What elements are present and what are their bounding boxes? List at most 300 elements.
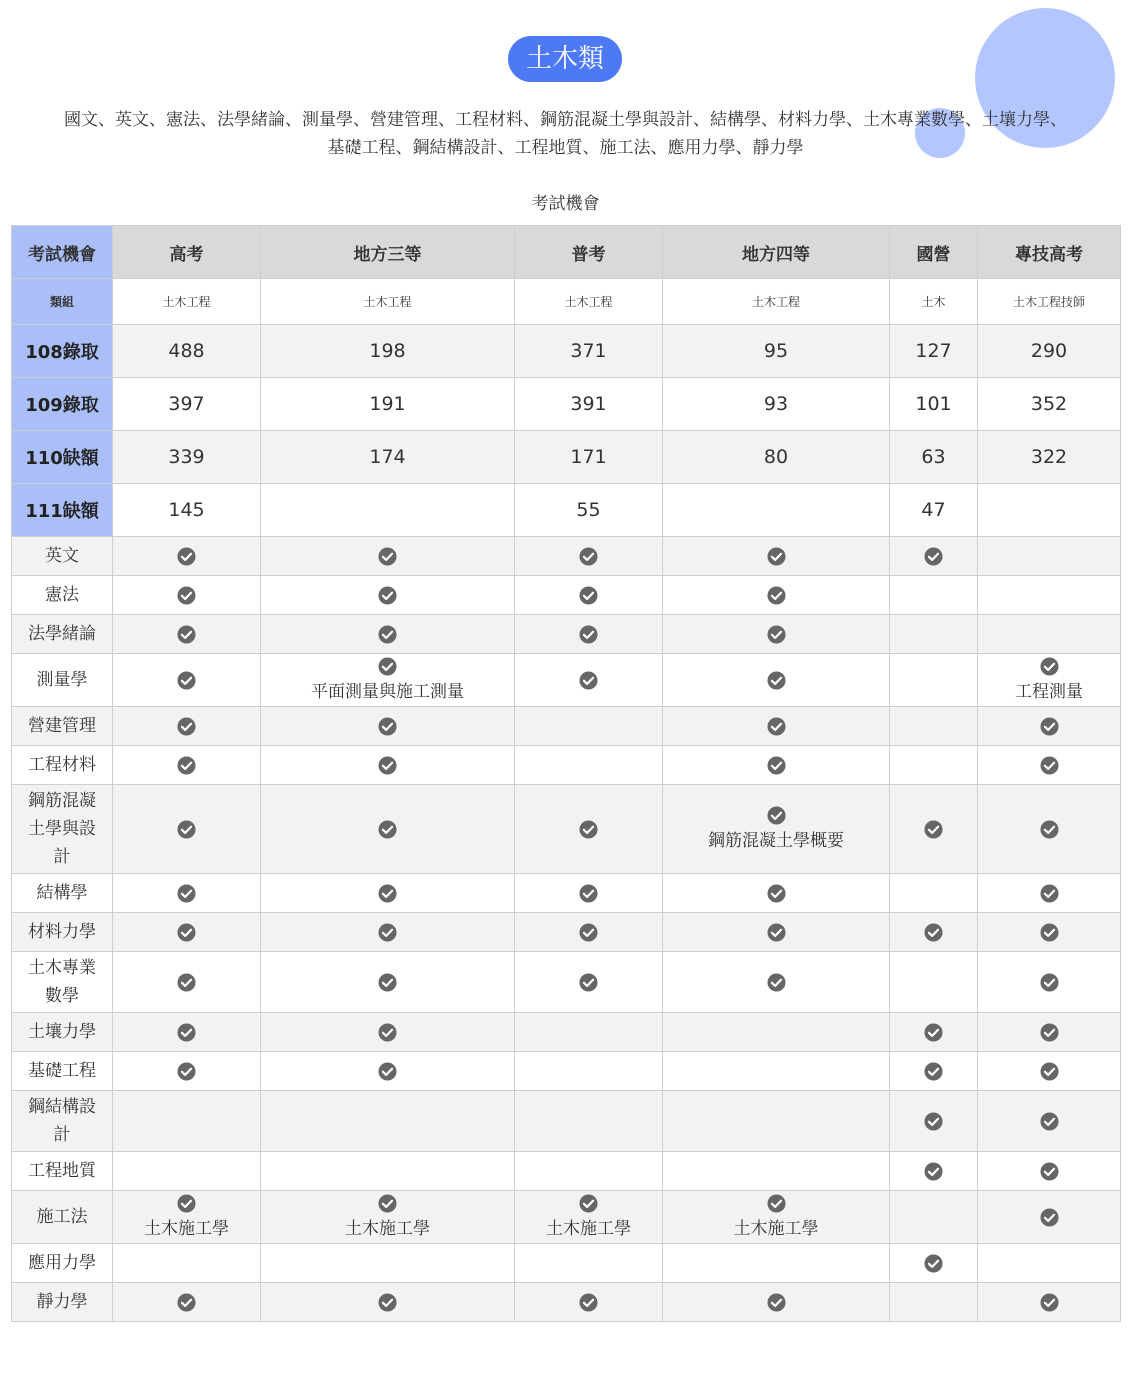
check-circle-icon	[924, 1162, 943, 1181]
check-mark	[890, 817, 977, 841]
check-mark	[978, 1059, 1120, 1083]
subject-cell	[663, 874, 890, 913]
subject-cell	[113, 1283, 261, 1322]
subject-cell	[978, 615, 1121, 654]
subject-row-label: 基礎工程	[12, 1052, 113, 1091]
subject-cell	[261, 576, 515, 615]
check-mark	[663, 803, 889, 827]
check-mark	[113, 714, 260, 738]
check-mark	[978, 714, 1120, 738]
check-circle-icon	[767, 547, 786, 566]
check-circle-icon	[924, 1023, 943, 1042]
subject-cell	[113, 913, 261, 952]
check-circle-icon	[1040, 1062, 1059, 1081]
check-circle-icon	[378, 923, 397, 942]
subject-cell	[113, 1244, 261, 1283]
subject-cell	[978, 952, 1121, 1013]
check-circle-icon	[177, 923, 196, 942]
subject-cell	[890, 1052, 978, 1091]
check-mark	[890, 1109, 977, 1133]
stat-cell: 80	[663, 431, 890, 484]
subject-cell	[515, 1191, 663, 1244]
check-mark	[515, 1191, 662, 1215]
subject-row-label: 憲法	[12, 576, 113, 615]
subject-cell	[663, 654, 890, 707]
stat-cell: 290	[978, 325, 1121, 378]
check-circle-icon	[1040, 923, 1059, 942]
check-circle-icon	[579, 586, 598, 605]
subject-cell	[113, 1052, 261, 1091]
check-mark	[261, 583, 514, 607]
subject-cell	[663, 1052, 890, 1091]
check-mark	[261, 544, 514, 568]
check-mark	[261, 1290, 514, 1314]
check-mark	[113, 1059, 260, 1083]
subject-cell	[515, 913, 663, 952]
subject-cell	[663, 952, 890, 1013]
subject-row	[12, 913, 1121, 952]
subject-cell	[978, 1091, 1121, 1152]
column-header: 國營	[890, 226, 978, 279]
check-mark	[261, 1191, 514, 1215]
subject-cell	[663, 615, 890, 654]
check-mark	[261, 920, 514, 944]
subject-row	[12, 1152, 1121, 1191]
check-mark	[978, 1109, 1120, 1133]
check-circle-icon	[378, 586, 397, 605]
check-mark	[113, 881, 260, 905]
check-mark	[890, 1020, 977, 1044]
check-mark	[663, 881, 889, 905]
subject-cell	[978, 1244, 1121, 1283]
subject-cell	[515, 576, 663, 615]
subject-cell	[515, 1052, 663, 1091]
check-circle-icon	[378, 717, 397, 736]
subject-cell	[663, 746, 890, 785]
check-mark	[113, 544, 260, 568]
check-circle-icon	[579, 1194, 598, 1213]
corner-header: 考試機會	[12, 226, 113, 279]
group-cell: 土木工程	[113, 279, 261, 325]
check-circle-icon	[177, 671, 196, 690]
subject-cell	[515, 874, 663, 913]
subject-note: 平面測量與施工測量	[311, 682, 464, 702]
check-circle-icon	[767, 671, 786, 690]
subject-row-label: 營建管理	[12, 707, 113, 746]
group-cell: 土木工程技師	[978, 279, 1121, 325]
check-circle-icon	[1040, 1162, 1059, 1181]
check-circle-icon	[378, 1062, 397, 1081]
check-mark	[890, 1251, 977, 1275]
check-circle-icon	[579, 923, 598, 942]
check-circle-icon	[378, 884, 397, 903]
subject-cell	[261, 952, 515, 1013]
check-mark	[978, 920, 1120, 944]
stat-cell: 352	[978, 378, 1121, 431]
subject-cell	[515, 1152, 663, 1191]
subject-row-label: 法學緒論	[12, 615, 113, 654]
check-circle-icon	[1040, 657, 1059, 676]
subject-cell	[113, 576, 261, 615]
check-circle-icon	[378, 973, 397, 992]
check-circle-icon	[767, 1293, 786, 1312]
check-mark	[261, 1020, 514, 1044]
subject-cell	[515, 1013, 663, 1052]
check-circle-icon	[767, 806, 786, 825]
subject-cell	[261, 537, 515, 576]
stat-cell: 391	[515, 378, 663, 431]
check-mark	[663, 920, 889, 944]
subject-note: 土木施工學	[733, 1219, 819, 1239]
check-mark	[515, 583, 662, 607]
check-circle-icon	[378, 1293, 397, 1312]
check-circle-icon	[767, 717, 786, 736]
check-circle-icon	[378, 756, 397, 775]
subject-cell	[261, 874, 515, 913]
subject-row	[12, 1283, 1121, 1322]
check-mark	[113, 1290, 260, 1314]
check-circle-icon	[378, 820, 397, 839]
check-circle-icon	[767, 586, 786, 605]
check-circle-icon	[579, 820, 598, 839]
subject-cell	[113, 1191, 261, 1244]
subject-cell	[113, 874, 261, 913]
check-circle-icon	[579, 884, 598, 903]
subject-cell	[978, 654, 1121, 707]
column-header: 地方四等	[663, 226, 890, 279]
check-circle-icon	[924, 820, 943, 839]
stat-cell: 322	[978, 431, 1121, 484]
group-cell: 土木工程	[261, 279, 515, 325]
check-circle-icon	[579, 1293, 598, 1312]
stat-cell	[978, 484, 1121, 537]
check-circle-icon	[177, 1194, 196, 1213]
subject-cell	[113, 1013, 261, 1052]
subject-cell	[515, 615, 663, 654]
check-mark	[113, 920, 260, 944]
subject-cell	[890, 1013, 978, 1052]
subject-cell	[978, 1283, 1121, 1322]
subject-cell	[515, 537, 663, 576]
stat-row-label: 111缺額	[12, 484, 113, 537]
check-mark	[261, 1059, 514, 1083]
subject-cell	[978, 1152, 1121, 1191]
subject-row	[12, 746, 1121, 785]
stat-cell: 191	[261, 378, 515, 431]
subject-cell	[890, 537, 978, 576]
subject-note: 工程測量	[1015, 682, 1083, 702]
subject-row-label: 英文	[12, 537, 113, 576]
subject-row-label: 測量學	[12, 654, 113, 707]
subject-cell	[113, 654, 261, 707]
table-caption: 考試機會	[531, 194, 600, 214]
check-mark	[890, 1059, 977, 1083]
check-mark	[663, 668, 889, 692]
subject-cell	[261, 1244, 515, 1283]
subject-cell	[663, 1091, 890, 1152]
subject-row-label: 土木專業數學	[12, 952, 113, 1013]
stat-row-label: 108錄取	[12, 325, 113, 378]
stat-cell	[663, 484, 890, 537]
group-row	[12, 279, 1121, 325]
check-circle-icon	[1040, 1293, 1059, 1312]
subject-list-line-2: 基礎工程、鋼結構設計、工程地質、施工法、應用力學、靜力學	[327, 138, 804, 158]
subject-cell	[515, 1244, 663, 1283]
subject-cell	[261, 785, 515, 874]
subject-cell	[978, 785, 1121, 874]
check-mark	[261, 970, 514, 994]
subject-cell	[890, 707, 978, 746]
check-circle-icon	[177, 820, 196, 839]
subject-note: 土木施工學	[345, 1219, 430, 1239]
stat-row-label: 109錄取	[12, 378, 113, 431]
stat-cell: 63	[890, 431, 978, 484]
stat-row	[12, 378, 1121, 431]
subject-row	[12, 785, 1121, 874]
check-mark	[113, 1191, 260, 1215]
subject-row	[12, 707, 1121, 746]
stat-cell: 127	[890, 325, 978, 378]
stat-cell: 47	[890, 484, 978, 537]
check-circle-icon	[924, 1254, 943, 1273]
exam-table	[11, 225, 1121, 1322]
check-circle-icon	[767, 1194, 786, 1213]
subject-row-label: 土壤力學	[12, 1013, 113, 1052]
subject-cell	[113, 785, 261, 874]
stat-cell: 371	[515, 325, 663, 378]
stat-cell: 198	[261, 325, 515, 378]
subject-cell	[515, 785, 663, 874]
check-mark	[113, 753, 260, 777]
check-mark	[978, 1159, 1120, 1183]
group-cell: 土木工程	[663, 279, 890, 325]
check-mark	[515, 881, 662, 905]
check-mark	[515, 1290, 662, 1314]
subject-cell	[890, 746, 978, 785]
subject-cell	[890, 785, 978, 874]
subject-row	[12, 537, 1121, 576]
subject-cell	[261, 615, 515, 654]
subject-row	[12, 1052, 1121, 1091]
stat-cell	[261, 484, 515, 537]
check-mark	[261, 622, 514, 646]
check-circle-icon	[1040, 717, 1059, 736]
subject-row-label: 靜力學	[12, 1283, 113, 1322]
column-header: 高考	[113, 226, 261, 279]
check-mark	[978, 654, 1120, 678]
check-circle-icon	[924, 547, 943, 566]
stat-cell: 95	[663, 325, 890, 378]
subject-row	[12, 1013, 1121, 1052]
check-mark	[663, 544, 889, 568]
subject-cell	[113, 1091, 261, 1152]
subject-cell	[663, 913, 890, 952]
check-mark	[515, 970, 662, 994]
check-mark	[113, 970, 260, 994]
subject-note: 鋼筋混凝土學概要	[708, 831, 844, 851]
subject-cell	[261, 654, 515, 707]
check-mark	[515, 544, 662, 568]
subject-cell	[978, 913, 1121, 952]
subject-cell	[890, 874, 978, 913]
check-mark	[515, 817, 662, 841]
subject-cell	[515, 654, 663, 707]
check-mark	[978, 753, 1120, 777]
subject-cell	[663, 1152, 890, 1191]
subject-cell	[890, 615, 978, 654]
subject-cell	[890, 1191, 978, 1244]
column-header: 普考	[515, 226, 663, 279]
subject-cell	[890, 952, 978, 1013]
subject-cell	[113, 707, 261, 746]
subject-cell	[261, 1091, 515, 1152]
check-circle-icon	[378, 1194, 397, 1213]
check-circle-icon	[1040, 884, 1059, 903]
subject-cell	[978, 1191, 1121, 1244]
stat-cell: 93	[663, 378, 890, 431]
subject-note: 土木施工學	[546, 1219, 631, 1239]
subject-cell	[515, 952, 663, 1013]
check-mark	[978, 881, 1120, 905]
subject-cell	[663, 1013, 890, 1052]
stat-cell: 145	[113, 484, 261, 537]
subject-row-label: 應用力學	[12, 1244, 113, 1283]
subject-cell	[515, 707, 663, 746]
stat-row	[12, 431, 1121, 484]
check-mark	[663, 970, 889, 994]
check-mark	[663, 622, 889, 646]
check-circle-icon	[579, 547, 598, 566]
subject-cell	[261, 1152, 515, 1191]
subject-cell	[890, 1091, 978, 1152]
subject-row	[12, 576, 1121, 615]
stat-cell: 397	[113, 378, 261, 431]
subject-cell	[978, 576, 1121, 615]
subject-cell	[978, 707, 1121, 746]
subject-cell	[515, 746, 663, 785]
subject-cell	[113, 952, 261, 1013]
stat-row	[12, 325, 1121, 378]
subject-row	[12, 874, 1121, 913]
subject-row-label: 鋼結構設計	[12, 1091, 113, 1152]
subject-row-label: 鋼筋混凝土學與設計	[12, 785, 113, 874]
check-circle-icon	[767, 756, 786, 775]
subject-row-label: 施工法	[12, 1191, 113, 1244]
subject-row	[12, 615, 1121, 654]
check-mark	[261, 817, 514, 841]
check-mark	[113, 622, 260, 646]
check-mark	[113, 668, 260, 692]
check-circle-icon	[767, 884, 786, 903]
check-circle-icon	[1040, 1023, 1059, 1042]
subject-cell	[663, 1244, 890, 1283]
subject-cell	[113, 537, 261, 576]
stat-cell: 174	[261, 431, 515, 484]
check-circle-icon	[924, 923, 943, 942]
check-mark	[663, 714, 889, 738]
check-circle-icon	[378, 1023, 397, 1042]
subject-cell	[261, 746, 515, 785]
header-row	[12, 226, 1121, 279]
check-mark	[890, 1159, 977, 1183]
subject-row	[12, 1091, 1121, 1152]
check-mark	[663, 1191, 889, 1215]
subject-cell	[890, 1244, 978, 1283]
subject-list	[0, 106, 1131, 162]
check-mark	[113, 1020, 260, 1044]
check-mark	[890, 544, 977, 568]
check-circle-icon	[378, 547, 397, 566]
column-header: 專技高考	[978, 226, 1121, 279]
check-mark	[113, 583, 260, 607]
check-mark	[113, 817, 260, 841]
check-mark	[515, 668, 662, 692]
check-circle-icon	[767, 973, 786, 992]
check-circle-icon	[177, 717, 196, 736]
subject-row-label: 結構學	[12, 874, 113, 913]
check-circle-icon	[177, 1293, 196, 1312]
subject-cell	[261, 1191, 515, 1244]
subject-cell	[261, 1013, 515, 1052]
subject-cell	[663, 537, 890, 576]
subject-row-label: 工程地質	[12, 1152, 113, 1191]
check-circle-icon	[1040, 756, 1059, 775]
subject-row	[12, 1191, 1121, 1244]
check-mark	[663, 1290, 889, 1314]
check-circle-icon	[177, 756, 196, 775]
check-mark	[261, 881, 514, 905]
check-circle-icon	[579, 625, 598, 644]
stat-cell: 171	[515, 431, 663, 484]
subject-list-line-1: 國文、英文、憲法、法學緒論、測量學、營建管理、工程材料、鋼筋混凝土學與設計、結構學、材料力學、土木專業數學、土壤力學、	[64, 110, 1067, 130]
group-cell: 土木	[890, 279, 978, 325]
subject-cell	[890, 654, 978, 707]
check-circle-icon	[767, 923, 786, 942]
subject-cell	[261, 707, 515, 746]
page-title: 土木類	[508, 36, 622, 82]
subject-cell	[113, 1152, 261, 1191]
check-mark	[663, 753, 889, 777]
subject-cell	[113, 615, 261, 654]
subject-cell	[663, 576, 890, 615]
subject-cell	[978, 874, 1121, 913]
check-mark	[663, 583, 889, 607]
check-circle-icon	[579, 671, 598, 690]
check-circle-icon	[177, 586, 196, 605]
subject-cell	[978, 537, 1121, 576]
check-mark	[261, 753, 514, 777]
check-circle-icon	[1040, 1208, 1059, 1227]
group-row-label: 類組	[12, 279, 113, 325]
subject-cell	[261, 913, 515, 952]
stat-cell: 488	[113, 325, 261, 378]
check-circle-icon	[177, 625, 196, 644]
check-mark	[261, 714, 514, 738]
subject-cell	[978, 1013, 1121, 1052]
stat-row-label: 110缺額	[12, 431, 113, 484]
check-circle-icon	[177, 973, 196, 992]
subject-cell	[515, 1283, 663, 1322]
subject-cell	[890, 576, 978, 615]
stat-cell: 55	[515, 484, 663, 537]
subject-cell	[261, 1052, 515, 1091]
subject-cell	[663, 785, 890, 874]
check-circle-icon	[177, 547, 196, 566]
subject-cell	[515, 1091, 663, 1152]
column-header: 地方三等	[261, 226, 515, 279]
check-mark	[890, 920, 977, 944]
subject-row	[12, 952, 1121, 1013]
